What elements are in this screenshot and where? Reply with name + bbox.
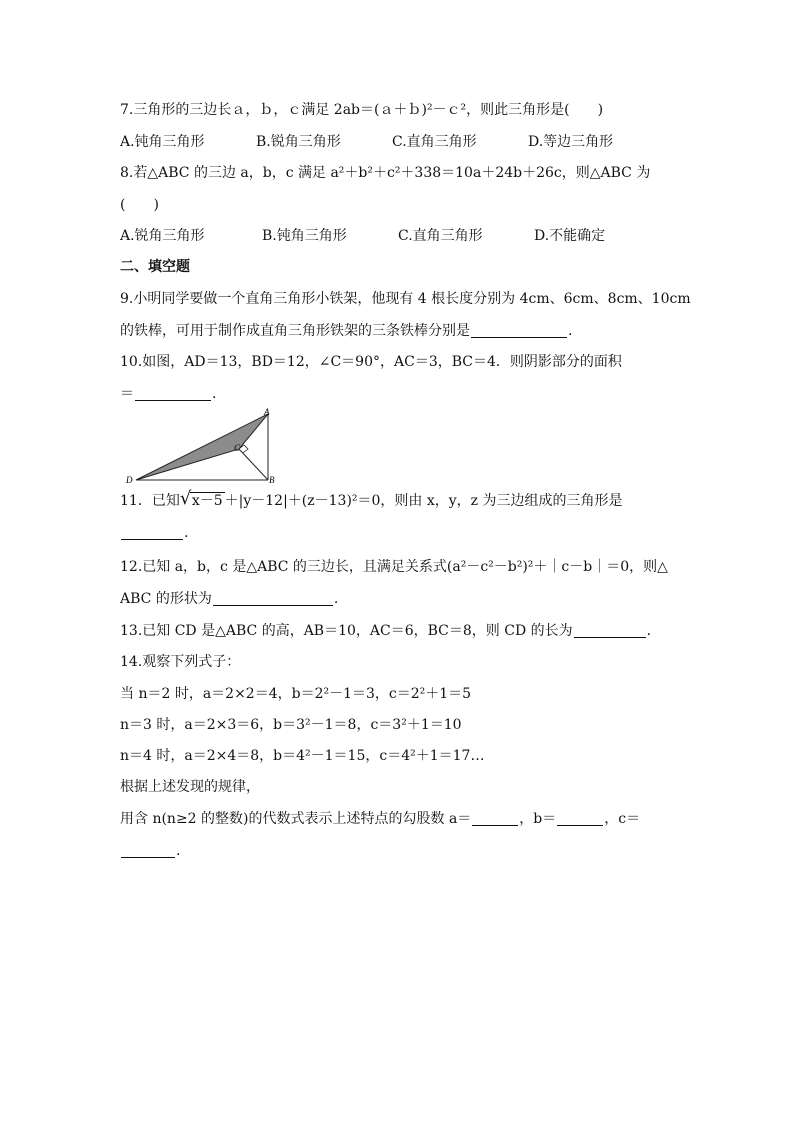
label-d: D [126,475,133,484]
q8-option-b: B.钝角三角形 [262,228,347,244]
q7-option-b: B.锐角三角形 [256,134,341,150]
q13-line [120,621,651,641]
q7-option-d: D.等边三角形 [528,134,614,150]
q13-end: . [646,623,652,639]
q11-radicand: x－5 [191,493,223,509]
q8-option-c: C.直角三角形 [398,228,483,244]
q14-row-2: n＝3 时，a＝2×3＝6，b＝3²－1＝8，c＝3²＋1＝10 [120,717,462,733]
q9-line1: 9.小明同学要做一个直角三角形小铁架，他现有 4 根长度分别为 4cm、6cm、8cm、10cm [120,291,691,307]
q12-end: . [333,591,339,607]
q10-line2 [120,384,216,404]
section-title: 二、填空题 [120,259,190,275]
q8-stem: 8.若△ABC 的三边 a，b，c 满足 a²＋b²＋c²＋338＝10a＋24b＋26c，则△ABC 为 [120,165,651,181]
q14-b-blank[interactable] [557,811,603,826]
label-c: C [234,443,241,453]
q14-ask-line2 [120,841,180,861]
q14-ask-b: ，b＝ [519,811,557,827]
q9-line2 [120,321,572,341]
q14-rule: 根据上述发现的规律， [120,779,260,795]
segment-cb [239,449,268,480]
q8-option-d: D.不能确定 [534,228,606,244]
q13-answer-blank[interactable] [574,623,646,638]
q14-c-blank[interactable] [121,843,175,858]
sqrt-symbol: √ [179,488,192,509]
q11-answer-blank[interactable] [121,525,183,540]
q10-equals: ＝ [120,386,134,402]
q12-line1: 12.已知 a，b，c 是△ABC 的三边长，且满足关系式(a²－c²－b²)²＋｜c－b｜＝0，则△ [120,559,668,575]
q11-end: . [184,525,189,541]
label-b: B [269,475,275,484]
q13-text: 13.已知 CD 是△ABC 的高，AB＝10，AC＝6，BC＝8，则 CD 的长为 [120,623,573,639]
q11-rest: ＋|y－12|＋(z－13)²＝0，则由 x，y，z 为三边组成的三角形是 [224,493,623,509]
q11-prefix: 11．已知 [120,493,180,509]
q11-line1 [120,488,623,511]
q11-line2 [120,523,188,543]
label-a: A [264,408,270,417]
q14-end: . [176,843,181,859]
q12-answer-blank[interactable] [213,591,333,606]
q9-line2-text: 的铁棒，可用于制作成直角三角形铁架的三条铁棒分别是 [120,323,470,339]
q14-ask-c: ，c＝ [604,811,641,827]
q14-title: 14.观察下列式子： [120,654,241,670]
q12-line2 [120,589,338,609]
q10-answer-blank[interactable] [135,386,211,401]
q10-triangle-figure [118,408,278,484]
q8-option-a: A.锐角三角形 [120,228,205,244]
q14-ask [120,809,640,829]
q12-line2-text: ABC 的形状为 [120,591,212,607]
q7-option-a: A.钝角三角形 [120,134,205,150]
q11-sqrt [179,488,225,511]
q14-row-1: 当 n＝2 时，a＝2×2＝4，b＝2²－1＝3，c＝2²＋1＝5 [120,686,472,702]
q8-answer-paren: ( ) [120,197,159,213]
q14-row-3: n＝4 时，a＝2×4＝8，b＝4²－1＝15，c＝4²＋1＝17… [120,748,485,764]
q7-stem: 7.三角形的三边长ａ，ｂ，ｃ满足 2ab＝(ａ＋ｂ)²－ｃ²，则此三角形是( ) [120,102,604,118]
q10-line1: 10.如图，AD＝13，BD＝12，∠C＝90°，AC＝3，BC＝4．则阴影部分的面积 [120,354,622,370]
q7-option-c: C.直角三角形 [392,134,477,150]
q9-answer-blank[interactable] [471,323,567,338]
q10-end: . [212,386,217,402]
q9-end: . [568,323,573,339]
shaded-region [136,414,268,480]
q14-a-blank[interactable] [472,811,518,826]
q14-ask-prefix: 用含 n(n≥2 的整数)的代数式表示上述特点的勾股数 a＝ [120,811,472,827]
